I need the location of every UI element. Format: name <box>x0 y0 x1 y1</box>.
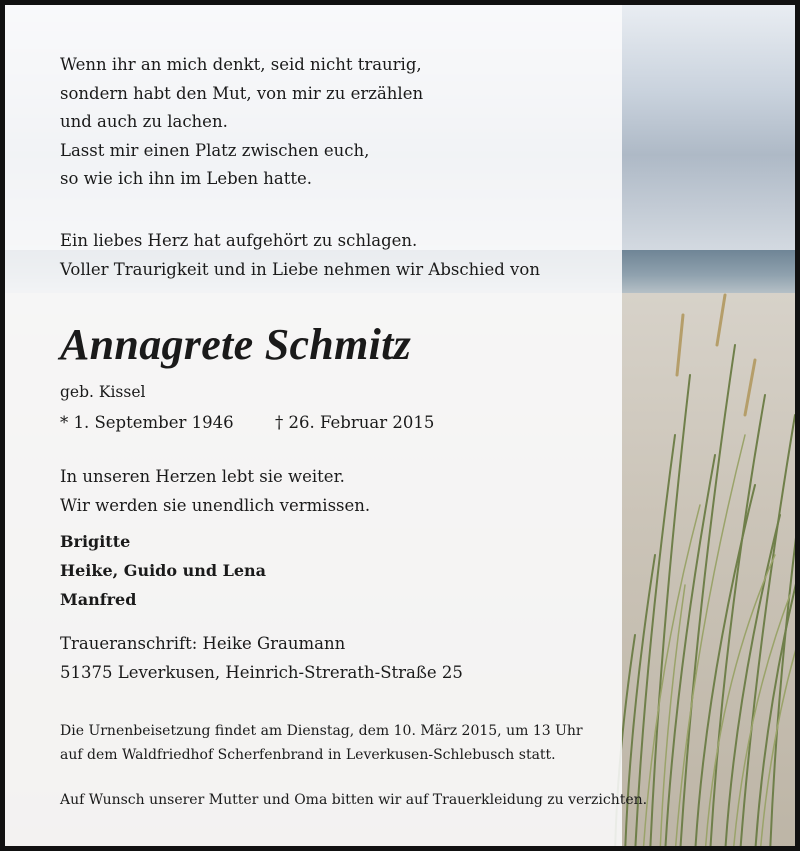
maiden-name: geb. Kissel <box>60 383 146 401</box>
ceremony-line: auf dem Waldfriedhof Scherfenbrand in Leverkusen-Schlebusch statt. <box>60 747 556 763</box>
death-date: † 26. Februar 2015 <box>275 413 435 432</box>
memory-text <box>60 463 370 520</box>
mourning-address <box>60 630 463 687</box>
address-line: 51375 Leverkusen, Heinrich-Strerath-Straße 25 <box>60 662 463 682</box>
poem <box>60 51 423 194</box>
family-member: Brigitte <box>60 532 131 551</box>
ceremony-info <box>60 719 583 767</box>
life-dates <box>60 413 620 432</box>
poem-line: Lasst mir einen Platz zwischen euch, <box>60 140 370 160</box>
poem-line: sondern habt den Mut, von mir zu erzählen <box>60 83 424 103</box>
intro-line: Ein liebes Herz hat aufgehört zu schlagen. <box>60 231 418 250</box>
poem-line: Wenn ihr an mich denkt, seid nicht traurig, <box>60 55 422 74</box>
dress-code-note: Auf Wunsch unserer Mutter und Oma bitten wir auf Trauerkleidung zu verzichten. <box>60 792 648 808</box>
memory-line: Wir werden sie unendlich vermissen. <box>60 495 371 515</box>
birth-date: * 1. September 1946 <box>60 413 234 432</box>
intro-text <box>60 227 540 284</box>
family-names <box>60 527 266 614</box>
poem-line: und auch zu lachen. <box>60 112 228 131</box>
ceremony-line: Die Urnenbeisetzung findet am Dienstag, dem 10. März 2015, um 13 Uhr <box>60 723 583 739</box>
poem-line: so wie ich ihn im Leben hatte. <box>60 169 313 188</box>
intro-line: Voller Traurigkeit und in Liebe nehmen wir Abschied von <box>60 259 540 279</box>
memory-line: In unseren Herzen lebt sie weiter. <box>60 467 345 486</box>
family-member: Manfred <box>60 590 137 609</box>
family-member: Heike, Guido und Lena <box>60 561 267 580</box>
dune-grass-image <box>605 255 800 851</box>
address-line: Traueranschrift: Heike Graumann <box>60 634 346 653</box>
deceased-name: Annagrete Schmitz <box>60 320 412 369</box>
